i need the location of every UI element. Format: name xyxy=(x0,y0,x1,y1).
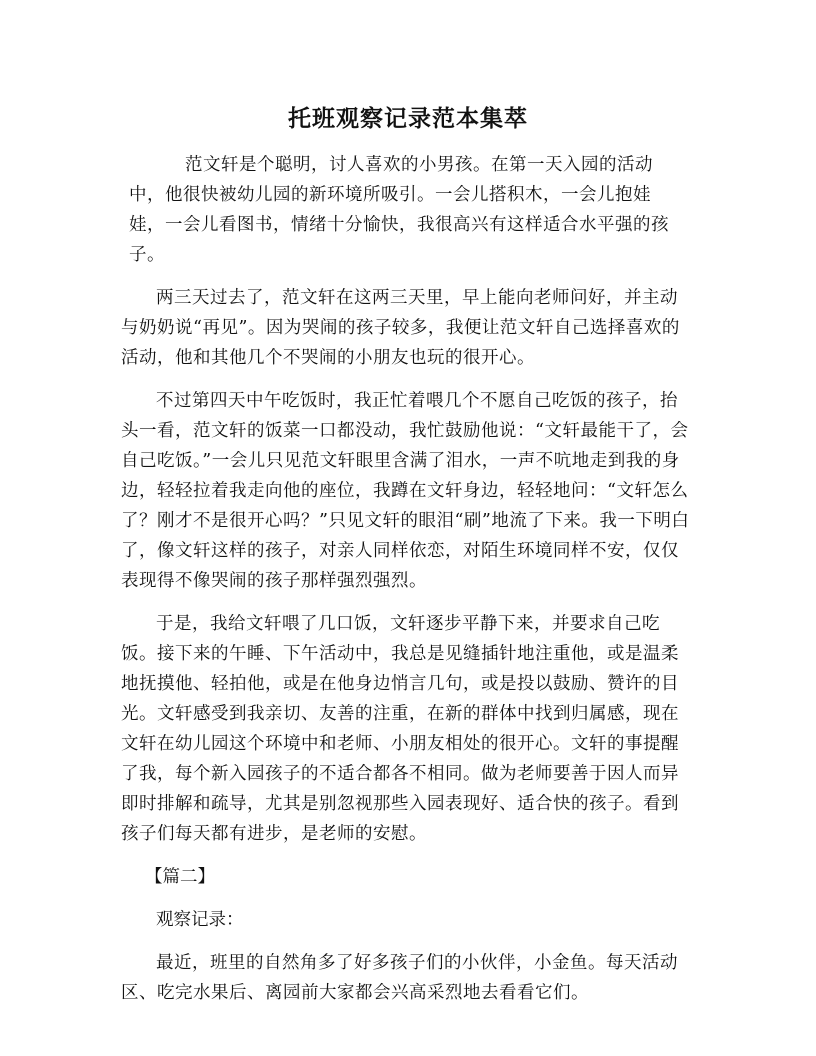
paragraph-1: 范文轩是个聪明，讨人喜欢的小男孩。在第一天入园的活动中，他很快被幼儿园的新环境所吸引。一会儿搭积木，一会儿抱娃娃，一会儿看图书，情绪十分愉快，我很高兴有这样适合水平强的孩子。 xyxy=(129,155,669,265)
paragraph-3: 不过第四天中午吃饭时，我正忙着喂几个不愿自己吃饭的孩子，抬头一看，范文轩的饭菜一口都没动，我忙鼓励他说：“文轩最能干了，会自己吃饭。”一会儿只见范文轩眼里含满了泪水，一声不吭地走到我的身边，轻轻拉着我走向他的座位，我蹲在文轩身边，轻轻地问：“文轩怎么了？刚才不是很开心吗？”只见文轩的眼泪“刷”地流了下来。我一下明白了，像文轩这样的孩子，对亲人同样依恋，对陌生环境同样不安，仅仅表现得不像哭闹的孩子那样强烈强烈。 xyxy=(121,391,690,591)
document-title: 托班观察记录范本集萃 xyxy=(288,106,528,132)
section-heading: 【篇二】 xyxy=(145,867,215,887)
paragraph-5: 最近，班里的自然角多了好多孩子们的小伙伴，小金鱼。每天活动区、吃完水果后、离园前大家都会兴高采烈地去看看它们。 xyxy=(121,953,678,1003)
document-body xyxy=(121,150,691,1021)
paragraph-4: 于是，我给文轩喂了几口饭，文轩逐步平静下来，并要求自己吃饭。接下来的午睡、下午活动中，我总是见缝插针地注重他，或是温柔地抚摸他、轻拍他，或是在他身边悄言几句，或是投以鼓励、赞许的目光。文轩感受到我亲切、友善的注重，在新的群体中找到归属感，现在文轩在幼儿园这个环境中和老师、小朋友相处的很开心。文轩的事提醒了我，每个新入园孩子的不适合都各不相同。做为老师要善于因人而异即时排解和疏导，尤其是别忽视那些入园表现好、适合快的孩子。看到孩子们每天都有进步，是老师的安慰。 xyxy=(121,614,679,844)
section-label: 观察记录： xyxy=(156,910,244,930)
paragraph-2: 两三天过去了，范文轩在这两三天里，早上能向老师问好，并主动与奶奶说“再见”。因为哭闹的孩子较多，我便让范文轩自己选择喜欢的活动，他和其他几个不哭闹的小朋友也玩的很开心。 xyxy=(121,288,680,368)
